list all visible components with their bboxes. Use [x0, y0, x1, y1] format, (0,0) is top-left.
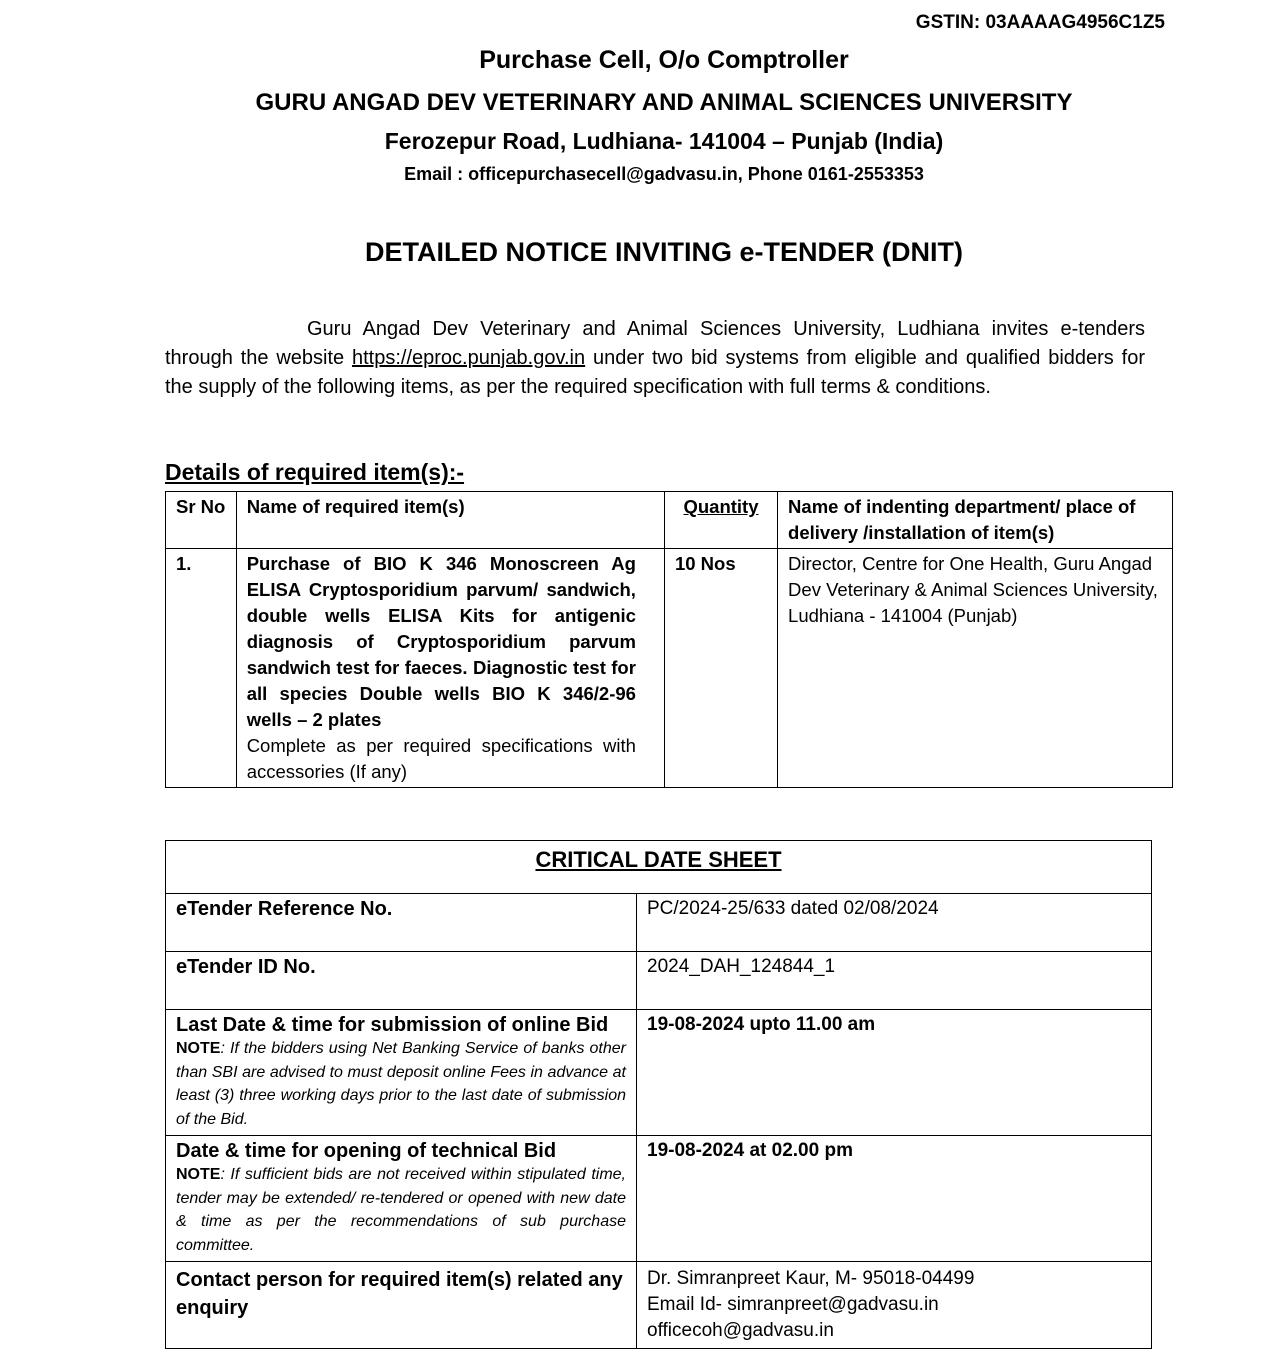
- ref-label: eTender Reference No.: [166, 894, 637, 952]
- office-name: Purchase Cell, O/o Comptroller: [479, 46, 849, 74]
- submission-label-cell: [166, 1010, 637, 1136]
- header-department: Name of indenting department/ place of delivery /installation of item(s): [778, 492, 1173, 549]
- contact-label: Contact person for required item(s) related any enquiry: [166, 1262, 637, 1349]
- gstin: GSTIN: 03AAAAG4956C1Z5: [915, 12, 1165, 33]
- intro-text-2: under two bid systems from eligible and qualified bidders for the supply of the following items, as per the required specification with full terms & conditions.: [165, 347, 1145, 398]
- table-row: [166, 894, 1152, 952]
- items-header-row: [166, 492, 1173, 549]
- submission-value: 19-08-2024 upto 11.00 am: [637, 1010, 1152, 1136]
- row-quantity: 10 Nos: [664, 549, 777, 788]
- opening-value: 19-08-2024 at 02.00 pm: [637, 1136, 1152, 1262]
- university-name: GURU ANGAD DEV VETERINARY AND ANIMAL SCIENCES UNIVERSITY: [255, 89, 1073, 116]
- contact-email-office[interactable]: officecoh@gadvasu.in: [647, 1320, 834, 1341]
- table-row: [166, 1136, 1152, 1262]
- university-address: Ferozepur Road, Ludhiana- 141004 – Punjab (India): [384, 128, 944, 154]
- cds-title-row: [166, 841, 1152, 894]
- table-row: [166, 549, 1173, 788]
- contact-person: Dr. Simranpreet Kaur, M- 95018-04499: [647, 1268, 975, 1289]
- table-row: [166, 1262, 1152, 1349]
- opening-label-cell: [166, 1136, 637, 1262]
- table-row: [166, 952, 1152, 1010]
- id-label: eTender ID No.: [166, 952, 637, 1010]
- row-department: Director, Centre for One Health, Guru Angad Dev Veterinary & Animal Sciences University, Ludhiana - 141004 (Punjab): [778, 549, 1173, 788]
- row-sr-no: 1.: [166, 549, 237, 788]
- cds-title: CRITICAL DATE SHEET: [166, 841, 1152, 894]
- submission-note: [176, 1037, 626, 1131]
- eproc-link[interactable]: https://eproc.punjab.gov.in: [352, 347, 586, 369]
- item-description-bold: Purchase of BIO K 346 Monoscreen Ag ELISA Cryptosporidium parvum/ sandwich, double wells ELISA Kits for antigenic diagnosis of Cryptosporidium parvum sandwich test for faeces. Diagnostic test for all species Double wells BIO K 346/2-96 wells – 2 plates: [246, 553, 636, 730]
- opening-note-text: : If sufficient bids are not received within stipulated time, tender may be extended/ re-tendered or opened with new date & time as per the recommendations of sub purchase committee.: [176, 1166, 626, 1254]
- submission-note-prefix: NOTE: [176, 1040, 221, 1057]
- document-title: DETAILED NOTICE INVITING e-TENDER (DNIT): [365, 237, 963, 267]
- contact-value-cell: [637, 1262, 1152, 1349]
- contact-email[interactable]: Email Id- simranpreet@gadvasu.in: [647, 1294, 939, 1315]
- submission-label: Last Date & time for submission of online Bid: [176, 1014, 609, 1036]
- contact-info: Email : officepurchasecell@gadvasu.in, Phone 0161-2553353: [404, 164, 924, 184]
- submission-note-text: : If the bidders using Net Banking Service of banks other than SBI are advised to must deposit online Fees in advance at least (3) three working days prior to the last date of submission of the Bid.: [176, 1040, 626, 1128]
- item-description-note: Complete as per required specifications with accessories (If any): [246, 735, 636, 782]
- intro-text-1: Guru Angad Dev Veterinary and Animal Sciences University, Ludhiana invites e-tenders through the website: [165, 318, 1145, 369]
- opening-note: [176, 1163, 626, 1257]
- header-quantity: Quantity: [664, 492, 777, 549]
- table-row: [166, 1010, 1152, 1136]
- id-value: 2024_DAH_124844_1: [637, 952, 1152, 1010]
- opening-label: Date & time for opening of technical Bid: [176, 1140, 557, 1162]
- ref-value: PC/2024-25/633 dated 02/08/2024: [637, 894, 1152, 952]
- details-heading: Details of required item(s):-: [165, 459, 465, 485]
- header-item-name: Name of required item(s): [236, 492, 664, 549]
- critical-date-sheet: [165, 840, 1152, 1349]
- row-item-description: [236, 549, 664, 788]
- header-sr-no: Sr No: [166, 492, 237, 549]
- intro-paragraph: [165, 315, 1145, 402]
- opening-note-prefix: NOTE: [176, 1166, 221, 1183]
- items-table: [165, 491, 1173, 788]
